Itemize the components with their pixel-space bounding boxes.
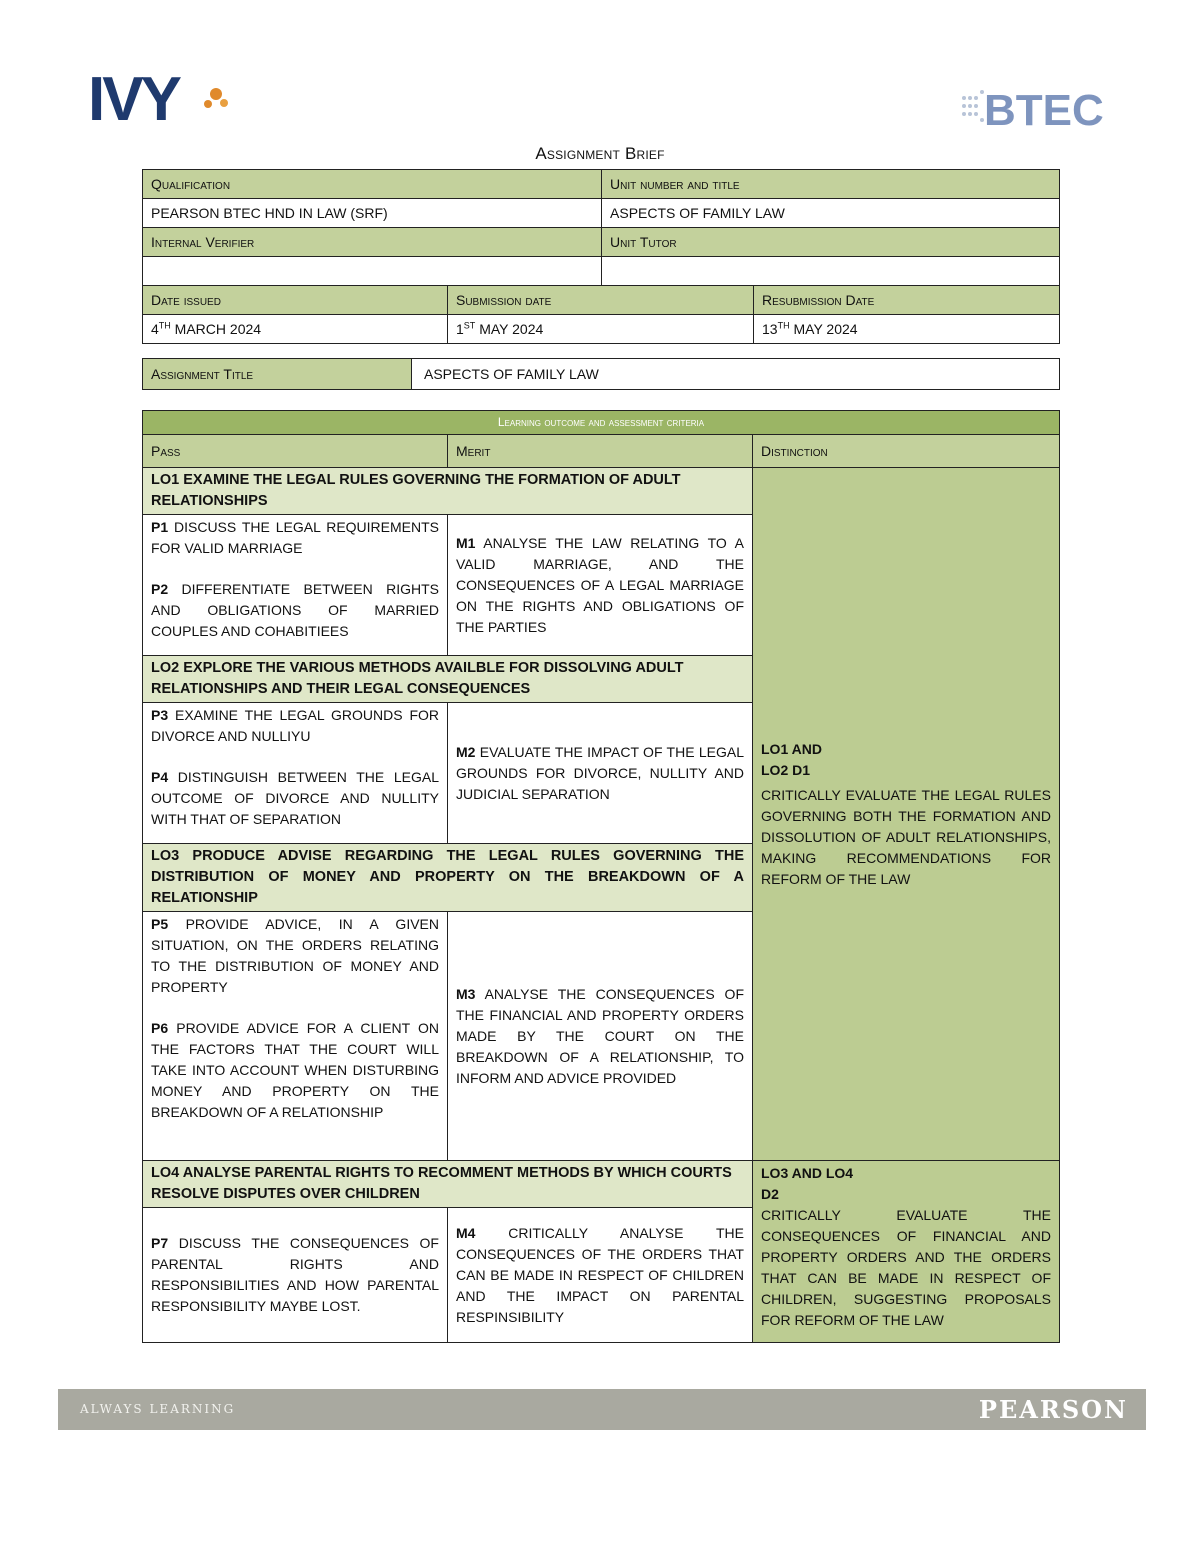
info-table: [142, 169, 1060, 344]
p1-text: P1 DISCUSS THE LEGAL REQUIREMENTS FOR VALID MARRIAGE: [151, 519, 439, 556]
submission-value: 1ST MAY 2024: [448, 315, 754, 344]
tutor-label: Unit Tutor: [602, 228, 1060, 257]
m2-cell: M2 EVALUATE THE IMPACT OF THE LEGAL GROUNDS FOR DIVORCE, NULLITY AND JUDICIAL SEPARATION: [448, 703, 753, 844]
qualification-label: Qualification: [143, 170, 602, 199]
date-issued-label: Date issued: [143, 286, 448, 315]
p6-text: P6 PROVIDE ADVICE FOR A CLIENT ON THE FACTORS THAT THE COURT WILL TAKE INTO ACCOUNT WHEN DISTURBING MONEY AND PROPERTY ON THE BREAKDOWN OF A RELATIONSHIP: [151, 1020, 439, 1120]
p5-p6-cell: [143, 912, 448, 1161]
m1-cell: M1 ANALYSE THE LAW RELATING TO A VALID MARRIAGE, AND THE CONSEQUENCES OF A LEGAL MARRIAGE ON THE RIGHTS AND OBLIGATIONS OF THE PARTIES: [448, 515, 753, 656]
pass-header: Pass: [143, 435, 448, 468]
p3-text: P3 EXAMINE THE LEGAL GROUNDS FOR DIVORCE AND NULLIYU: [151, 707, 439, 744]
d1-text: CRITICALLY EVALUATE THE LEGAL RULES GOVERNING BOTH THE FORMATION AND DISSOLUTION OF ADULT RELATIONSHIPS, MAKING RECOMMENDATIONS FOR REFORM OF THE LAW: [761, 786, 1051, 887]
submission-label: Submission date: [448, 286, 754, 315]
d2-heading-b: D2: [761, 1186, 779, 1202]
d1-heading-a: LO1 AND: [761, 740, 822, 757]
resubmission-label: Resubmission Date: [754, 286, 1060, 315]
lo1-heading: LO1 EXAMINE THE LEGAL RULES GOVERNING THE FORMATION OF ADULT RELATIONSHIPS: [143, 468, 753, 515]
ivy-logo-text: IVY: [88, 70, 179, 126]
unit-label: Unit number and title: [602, 170, 1060, 199]
dots-icon: [962, 90, 984, 122]
pearson-logo: PEARSON: [978, 1395, 1128, 1424]
unit-value: ASPECTS OF FAMILY LAW: [602, 199, 1060, 228]
d2-cell: [753, 1161, 1060, 1343]
criteria-band: Learning outcome and assessment criteria: [143, 411, 1060, 435]
d1-cell: [753, 468, 1060, 1161]
verifier-value: [143, 257, 602, 286]
assignment-title-value: ASPECTS OF FAMILY LAW: [412, 359, 1060, 390]
criteria-table: [142, 410, 1060, 1343]
page-title: Assignment Brief: [535, 144, 665, 163]
m3-cell: M3 ANALYSE THE CONSEQUENCES OF THE FINANCIAL AND PROPERTY ORDERS MADE BY THE COURT ON THE BREAKDOWN OF A RELATIONSHIP, TO INFORM AND ADVICE PROVIDED: [448, 912, 753, 1161]
qualification-value: PEARSON BTEC HND IN LAW (SRF): [143, 199, 602, 228]
resubmission-value: 13TH MAY 2024: [754, 315, 1060, 344]
d2-heading-a: LO3 AND LO4: [761, 1165, 854, 1181]
p3-p4-cell: [143, 703, 448, 844]
lo3-heading: LO3 PRODUCE ADVISE REGARDING THE LEGAL RULES GOVERNING THE DISTRIBUTION OF MONEY AND PROPERTY ON THE BREAKDOWN OF A RELATIONSHIP: [143, 844, 753, 912]
lo2-heading: LO2 EXPLORE THE VARIOUS METHODS AVAILBLE FOR DISSOLVING ADULT RELATIONSHIPS AND THEIR LEGAL CONSEQUENCES: [143, 656, 753, 703]
p4-text: P4 DISTINGUISH BETWEEN THE LEGAL OUTCOME OF DIVORCE AND NULLITY WITH THAT OF SEPARATION: [151, 769, 439, 827]
d2-text: CRITICALLY EVALUATE THE CONSEQUENCES OF FINANCIAL AND PROPERTY ORDERS AND THE ORDERS THAT CAN BE MADE IN RESPECT OF CHILDREN, SUGGESTING PROPOSALS FOR REFORM OF THE LAW: [761, 1207, 1051, 1328]
btec-logo-text: BTEC: [984, 86, 1104, 132]
distinction-header: Distinction: [753, 435, 1060, 468]
p7-cell: P7 DISCUSS THE CONSEQUENCES OF PARENTAL RIGHTS AND RESPONSIBILITIES AND HOW PARENTAL RESPONSIBILITY MAYBE LOST.: [143, 1208, 448, 1343]
leaf-icon: [220, 99, 228, 107]
p1-p2-cell: [143, 515, 448, 656]
merit-header: Merit: [448, 435, 753, 468]
ivy-logo: [88, 70, 238, 126]
m4-cell: M4 CRITICALLY ANALYSE THE CONSEQUENCES OF THE ORDERS THAT CAN BE MADE IN RESPECT OF CHILDREN AND THE IMPACT ON PARENTAL RESPINSIBILITY: [448, 1208, 753, 1343]
p5-text: P5 PROVIDE ADVICE, IN A GIVEN SITUATION, ON THE ORDERS RELATING TO THE DISTRIBUTION OF MONEY AND PROPERTY: [151, 916, 439, 995]
leaf-icon: [210, 88, 222, 100]
assignment-title-label: Assignment Title: [143, 359, 412, 390]
btec-logo: [958, 82, 1108, 132]
footer-tagline: ALWAYS LEARNING: [80, 1402, 236, 1416]
date-issued-value: 4TH MARCH 2024: [143, 315, 448, 344]
p2-text: P2 DIFFERENTIATE BETWEEN RIGHTS AND OBLIGATIONS OF MARRIED COUPLES AND COHABITIEES: [151, 581, 439, 639]
assignment-title-table: [142, 358, 1060, 390]
d1-heading-b: LO2 D1: [761, 761, 811, 778]
lo4-heading: LO4 ANALYSE PARENTAL RIGHTS TO RECOMMENT METHODS BY WHICH COURTS RESOLVE DISPUTES OVER CHILDREN: [143, 1161, 753, 1208]
tutor-value: [602, 257, 1060, 286]
footer-bar: [58, 1389, 1146, 1430]
verifier-label: Internal Verifier: [143, 228, 602, 257]
leaf-icon: [204, 100, 212, 108]
